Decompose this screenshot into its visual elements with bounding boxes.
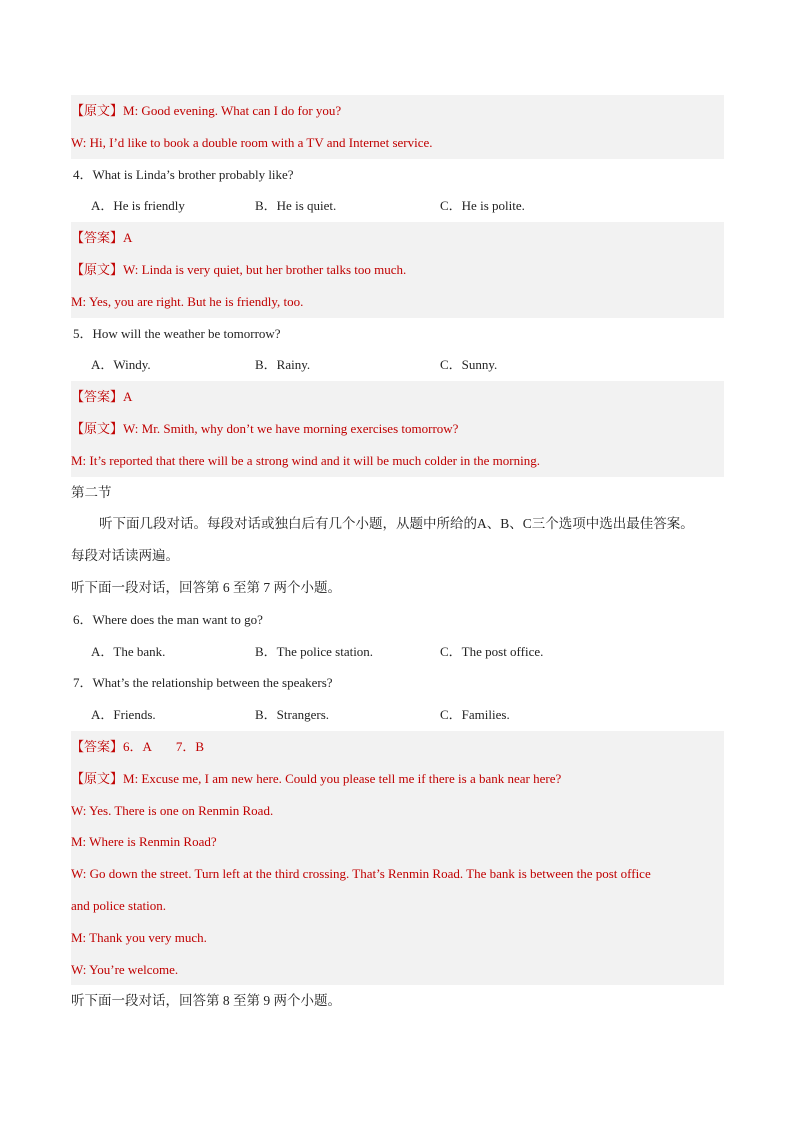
q67-original-line-7: W: You’re welcome. [71, 954, 724, 986]
answer-tag: 【答案】 [71, 738, 124, 754]
q5-original-w: W: Mr. Smith, why don’t we have morning exercises tomorrow? [123, 420, 459, 436]
q3-original-line-1 [71, 95, 724, 127]
q5-options [71, 349, 724, 381]
q4-options [71, 190, 724, 222]
q7-option-b: B．Strangers. [255, 707, 330, 723]
q4-option-b: B．He is quiet. [255, 198, 337, 214]
q7-option-c: C．Families. [440, 707, 510, 723]
q7-options [71, 699, 724, 731]
page-content [71, 95, 724, 1017]
q5-original-line-1 [71, 413, 724, 445]
q4-original-line-2: M: Yes, you are right. But he is friendly, too. [71, 286, 724, 318]
q7-option-a: A．Friends. [91, 707, 156, 723]
q5-option-b: B．Rainy. [255, 357, 311, 373]
q5-question: 5．How will the weather be tomorrow? [73, 325, 281, 341]
q4-option-a: A．He is friendly [91, 198, 185, 214]
q7-question: 7．What’s the relationship between the speakers? [73, 675, 333, 691]
answer-tag: 【答案】 [71, 230, 124, 246]
dialog-1-intro: 听下面一段对话，回答第 6 至第 7 两个小题。 [71, 579, 341, 595]
q5-answer [71, 381, 724, 413]
q4-option-c: C．He is polite. [440, 198, 525, 214]
q6-option-a: A．The bank. [91, 643, 166, 659]
q3-original-line-2: W: Hi, I’d like to book a double room with a TV and Internet service. [71, 127, 724, 159]
q4-question: 4．What is Linda’s brother probably like? [73, 166, 294, 182]
q67-original-line-1 [71, 763, 724, 795]
q4-original-line-1 [71, 254, 724, 286]
q67-original-line-2: W: Yes. There is one on Renmin Road. [71, 795, 724, 827]
original-tag: 【原文】 [71, 420, 124, 436]
answer-tag: 【答案】 [71, 389, 124, 405]
q67-original-line-4: W: Go down the street. Turn left at the third crossing. That’s Renmin Road. The bank is between the post office [71, 858, 724, 890]
q67-answer [71, 731, 724, 763]
original-tag: 【原文】 [71, 261, 124, 277]
original-tag: 【原文】 [71, 770, 124, 786]
q4-answer [71, 222, 724, 254]
section-heading: 第二节 [71, 484, 112, 500]
section-instruction-line-2: 每段对话读两遍。 [71, 548, 179, 564]
q3-original-m: M: Good evening. What can I do for you? [123, 103, 342, 118]
section-instruction-line-1: 听下面几段对话。每段对话或独白后有几个小题，从题中所给的A、B、C三个选项中选出最佳答案。 [99, 516, 694, 532]
q5-original-line-2: M: It’s reported that there will be a strong wind and it will be much colder in the morning. [71, 445, 724, 477]
q6-options [71, 636, 724, 668]
q6-question: 6．Where does the man want to go? [73, 611, 263, 627]
original-tag: 【原文】 [71, 103, 124, 118]
q4-answer-value: A [123, 230, 133, 246]
q67-original-line-6: M: Thank you very much. [71, 922, 724, 954]
q67-original-text: M: Excuse me, I am new here. Could you please tell me if there is a bank near here? [123, 770, 562, 786]
dialog-2-intro: 听下面一段对话，回答第 8 至第 9 两个小题。 [71, 993, 341, 1009]
q4-original-w: W: Linda is very quiet, but her brother talks too much. [123, 261, 407, 277]
q6-option-c: C．The post office. [440, 643, 544, 659]
q67-original-line-3: M: Where is Renmin Road? [71, 826, 724, 858]
q5-option-c: C．Sunny. [440, 357, 498, 373]
q67-answer-7: 7．B [175, 738, 205, 754]
q67-original-line-5: and police station. [71, 890, 724, 922]
q6-option-b: B．The police station. [255, 643, 374, 659]
q67-answer-6: 6．A [123, 738, 152, 754]
q5-answer-value: A [123, 389, 133, 405]
q5-option-a: A．Windy. [91, 357, 151, 373]
